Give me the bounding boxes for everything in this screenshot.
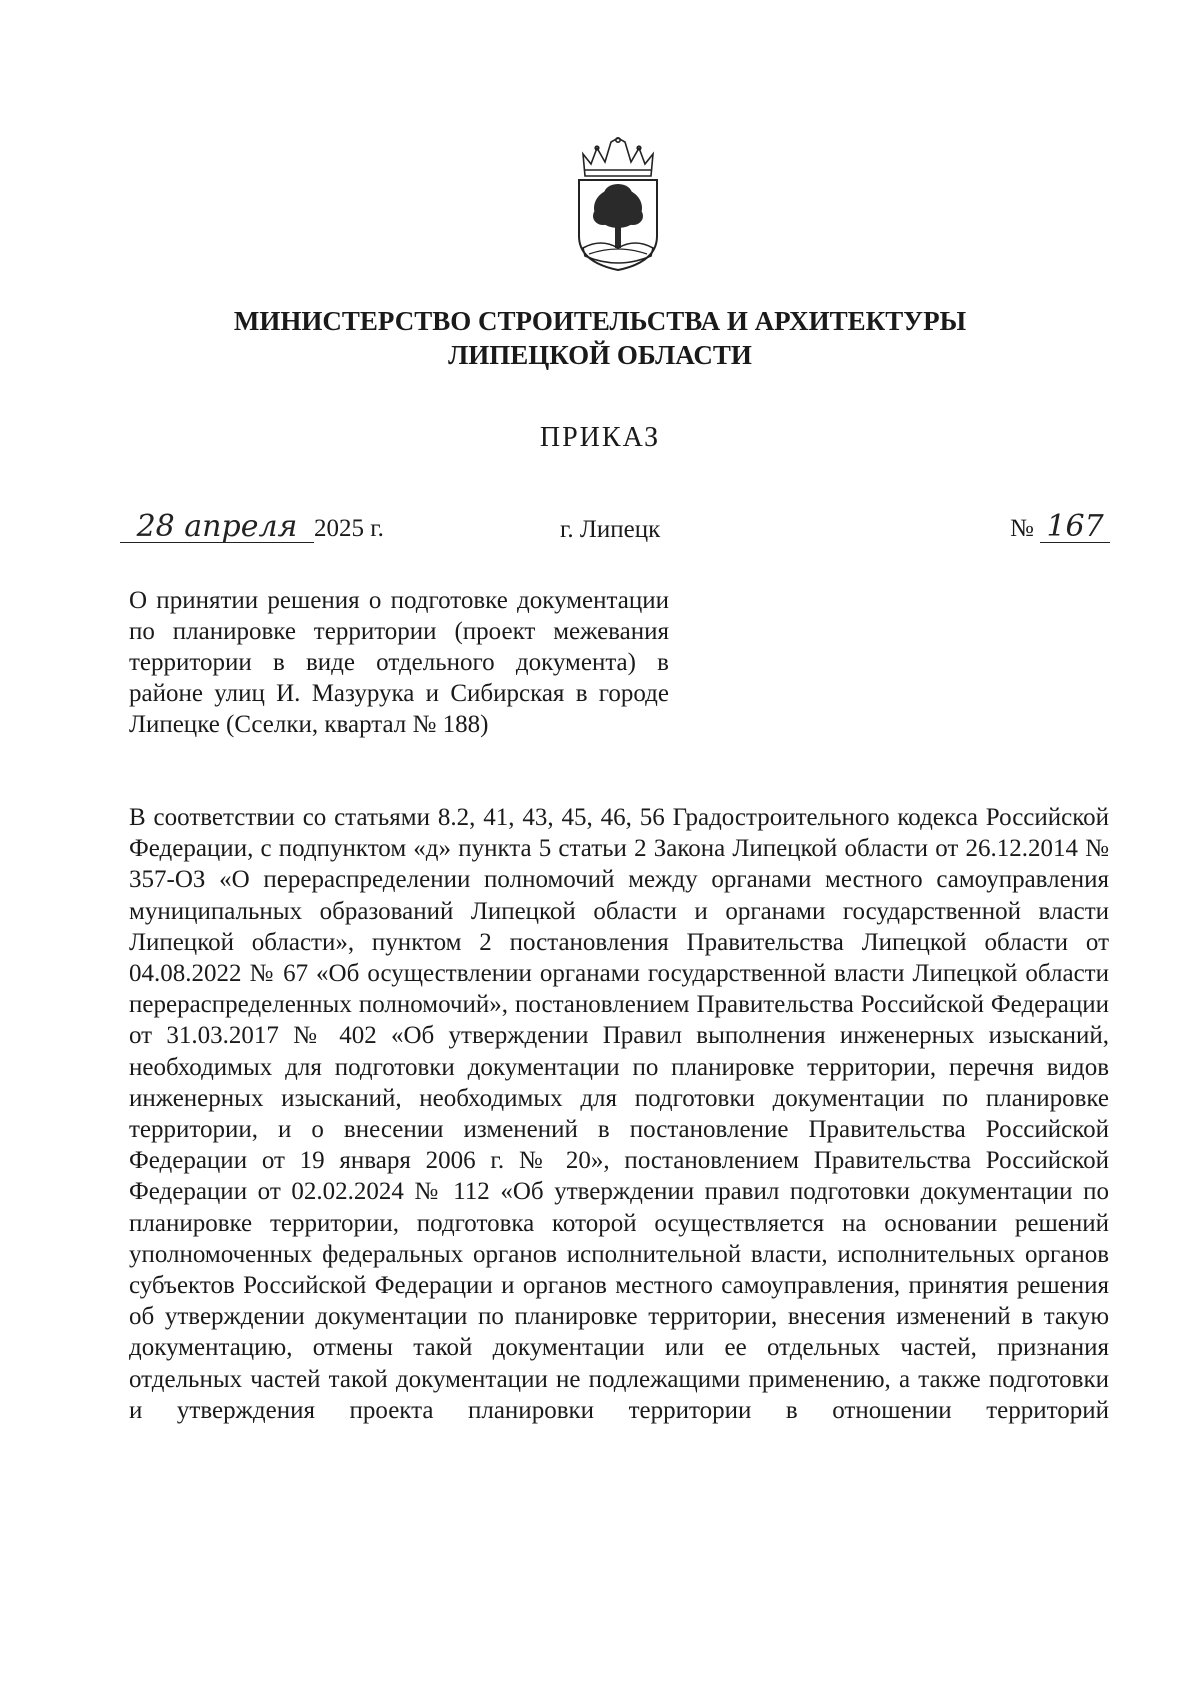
issue-city: г. Липецк (560, 516, 661, 543)
ministry-title-line2: ЛИПЕЦКОЙ ОБЛАСТИ (448, 340, 752, 370)
order-number (1010, 509, 1110, 544)
body-paragraph: В соответствии со статьями 8.2, 41, 43, 45, 46, 56 Градостроительного кодекса Российской Федерации, с подпунктом «д» пункта 5 статьи 2 Закона Липецкой области от 26.12.2014 № 357-ОЗ «О перераспределении полномочий между органами местного самоуправления муниципальных образований Липецкой области и органами государственной власти Липецкой области», пунктом 2 постановления Правительства Липецкой области от 04.08.2022 № 67 «Об осуществлении органами государственной власти Липецкой области перераспределенных полномочий», постановлением Правительства Российской Федерации от 31.03.2017 № 402 «Об утверждении Правил выполнения инженерных изысканий, необходимых для подготовки документации по планировке территории, перечня видов инженерных изысканий, необходимых для подготовки документации по планировке территории, и о внесении изменений в постановление Правительства Российской Федерации от 19 января 2006 г. № 20», постановлением Правительства Российской Федерации от 02.02.2024 № 112 «Об утверждении правил подготовки документации по планировке территории, подготовка которой осуществляется на основании решений уполномоченных федеральных органов исполнительной власти, исполнительных органов субъектов Российской Федерации и органов местного самоуправления, принятия решения об утверждении документации по планировке территории, внесения изменений в такую документацию, отмены такой документации или ее отдельных частей, признания отдельных частей такой документации не подлежащими применению, а также подготовки и утверждения проекта планировки территории в отношении территорий (129, 804, 1109, 1424)
handwritten-date: 28 апреля (120, 512, 314, 543)
document-type: ПРИКАЗ (539, 422, 661, 453)
number-prefix: № (1010, 515, 1034, 542)
order-subject: О принятии решения о подготовке документации по планировке территории (проект межевания территории в виде отдельного документа) в районе улиц И. Мазурука и Сибирская в городе Липецке (Сселки, квартал № 188) (129, 587, 669, 738)
year-suffix: 2025 г. (314, 515, 384, 542)
handwritten-number: 167 (1040, 512, 1110, 543)
coat-of-arms-icon (571, 136, 665, 272)
ministry-title-line1: МИНИСТЕРСТВО СТРОИТЕЛЬСТВА И АРХИТЕКТУРЫ (233, 306, 967, 336)
order-date (120, 509, 384, 544)
ministry-title (0, 304, 1200, 372)
